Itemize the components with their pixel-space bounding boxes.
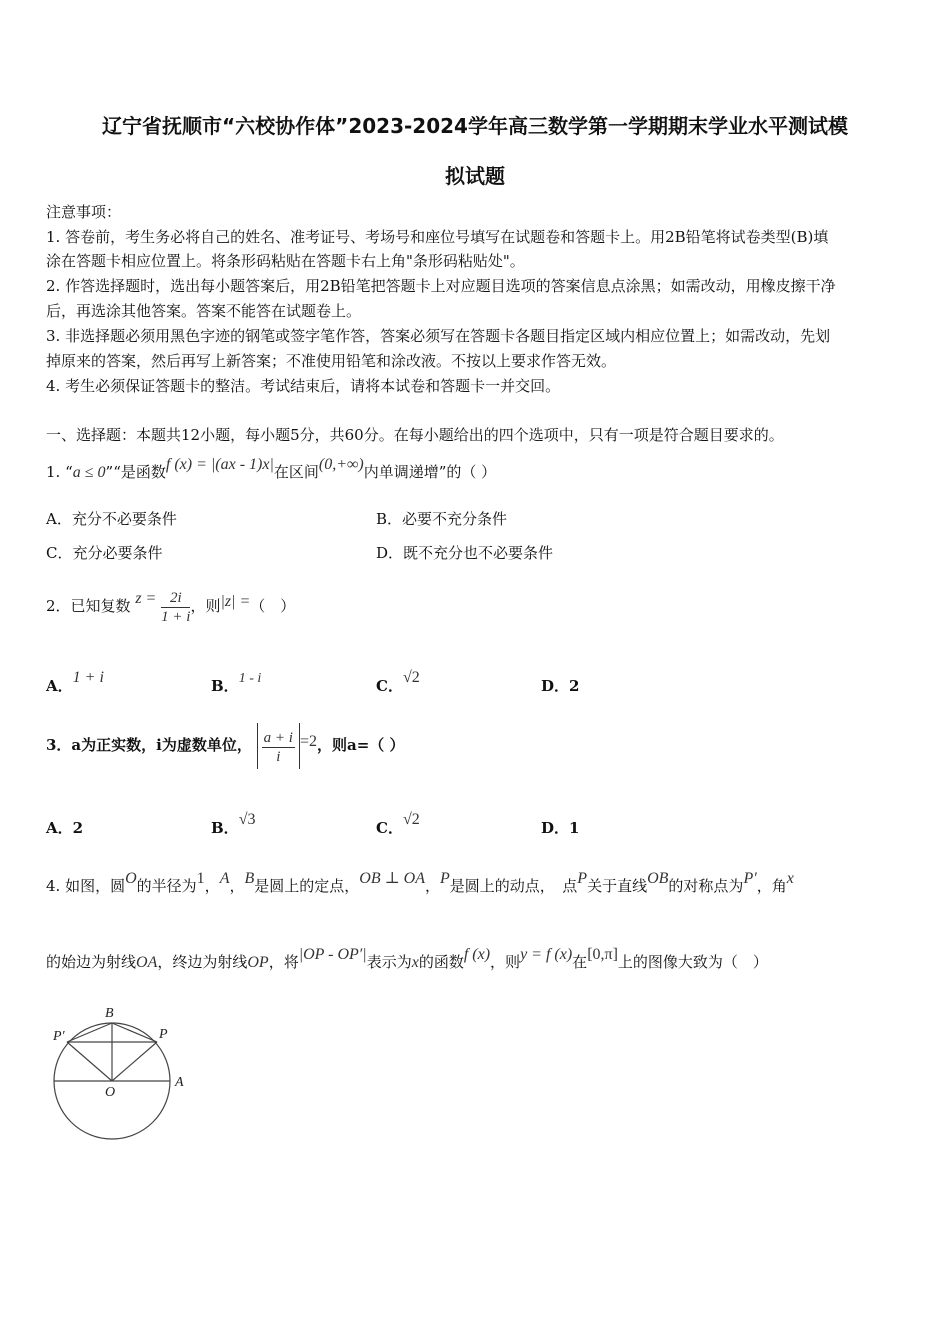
label-p: P — [159, 1027, 168, 1042]
q3-fraction — [262, 729, 295, 766]
q4-math: P — [440, 870, 450, 887]
q2-option-c — [376, 669, 420, 699]
label-b: B — [105, 1006, 114, 1021]
q4-text: 是圆上的定点， — [254, 877, 360, 895]
q4-text: 的半径为 — [136, 877, 197, 895]
notice-line: 涂在答题卡相应位置上。将条形码粘贴在答题卡右上角"条形码粘贴处"。 — [46, 252, 525, 270]
q2-numerator: 2i — [161, 589, 190, 608]
q2-option-a — [46, 669, 104, 699]
q3-option-value: √2 — [402, 811, 420, 828]
notice-line: 掉原来的答案，然后再写上新答案；不准使用铅笔和涂改液。不按以上要求作答无效。 — [46, 352, 617, 370]
q2-option-label: A． — [46, 677, 73, 695]
notice-line: 1. 答卷前，考生务必将自己的姓名、准考证号、考场号和座位号填写在试题卷和答题卡上。用2B铅笔将试卷类型(B)填 — [46, 228, 829, 246]
q4-math: P′ — [743, 870, 757, 887]
q2-text: ，则 — [190, 597, 221, 615]
q4-math: x — [786, 870, 794, 887]
notice-line: 2. 作答选择题时，选出每小题答案后，用2B铅笔把答题卡上对应题目选项的答案信息点涂黑；如需改动，用橡皮擦干净 — [46, 277, 836, 295]
q1-option-d: D．既不充分也不必要条件 — [376, 544, 554, 562]
q2-fraction — [161, 589, 190, 626]
q1-option-a: A．充分不必要条件 — [46, 510, 177, 528]
q2-text: 2．已知复数 — [46, 597, 131, 615]
q4-math: y = f (x) — [520, 946, 573, 963]
q4-text: 4. 如图，圆 — [46, 877, 126, 895]
label-o: O — [105, 1085, 116, 1100]
q4-text: ，则 — [490, 953, 521, 971]
q1-option-b: B．必要不充分条件 — [376, 510, 508, 528]
circle-figure — [42, 1000, 192, 1150]
question-2 — [46, 586, 295, 627]
title-line-2: 拟试题 — [445, 164, 505, 188]
q4-text: 的对称点为 — [668, 877, 744, 895]
title-line-1: 辽宁省抚顺市“六校协作体”2023-2024学年高三数学第一学期期末学业水平测试模 — [102, 114, 848, 138]
q4-text: 的始边为射线 — [46, 953, 137, 971]
q4-math: OA — [136, 954, 158, 971]
q1-text: 1. “ — [46, 463, 73, 481]
notice-line: 4. 考生必须保证答题卡的整洁。考试结束后，请将本试卷和答题卡一并交回。 — [46, 377, 561, 395]
q4-math: A — [219, 870, 230, 887]
q2-option-label: B． — [211, 677, 239, 695]
q3-option-value: √3 — [238, 811, 256, 828]
q3-option-c — [376, 811, 420, 841]
q4-text: 关于直线 — [587, 877, 648, 895]
q4-math: O — [125, 870, 137, 887]
q3-numerator: a + i — [263, 729, 293, 746]
question-4-line-1 — [46, 870, 794, 899]
q2-math: z = — [135, 590, 157, 607]
q4-math: OP — [247, 954, 269, 971]
q1-text: ”“是函数 — [105, 463, 166, 481]
q4-math: [0,π] — [587, 946, 618, 963]
q3-denominator: i — [276, 748, 281, 765]
q4-text: ， — [204, 877, 220, 895]
q4-text: 上的图像大致为（ ） — [617, 953, 768, 971]
q2-denominator: 1 + i — [161, 608, 191, 625]
q3-text: 3．a为正实数，i为虚数单位， — [46, 736, 252, 754]
q4-text: ，将 — [268, 953, 299, 971]
q1-text: 在区间 — [273, 463, 319, 481]
q3-abs — [257, 723, 300, 769]
question-1 — [46, 456, 497, 485]
q4-math: 1 — [196, 870, 205, 887]
section-heading: 一、选择题：本题共12小题，每小题5分，共60分。在每小题给出的四个选项中，只有一项是符合题目要求的。 — [46, 426, 784, 444]
q4-text: ， — [229, 877, 245, 895]
q1-math: a ≤ 0 — [72, 464, 106, 481]
q4-math: |OP - OP′| — [298, 946, 367, 963]
segment-b-p — [112, 1023, 157, 1042]
q3-option-d: D．1 — [541, 819, 580, 837]
q2-option-b — [211, 671, 262, 700]
q4-text: 是圆上的动点， 点 — [449, 877, 578, 895]
question-4-line-2 — [46, 946, 768, 975]
q4-text: ，终边为射线 — [157, 953, 248, 971]
q4-text: 表示为 — [366, 953, 412, 971]
q4-math: x — [411, 954, 419, 971]
q4-math: B — [244, 870, 255, 887]
q4-text: 的函数 — [418, 953, 464, 971]
notice-line: 后，再选涂其他答案。答案不能答在试题卷上。 — [46, 302, 362, 320]
q2-math: |z| = — [220, 593, 251, 610]
q4-text: ， — [424, 877, 440, 895]
q3-option-a: A．2 — [46, 819, 84, 837]
label-a: A — [175, 1075, 184, 1090]
q4-text: ，角 — [756, 877, 787, 895]
q2-option-label: C． — [376, 677, 403, 695]
q3-option-label: C． — [376, 819, 403, 837]
q3-option-label: B． — [211, 819, 239, 837]
notice-line: 3. 非选择题必须用黑色字迹的钢笔或签字笔作答，答案必须写在答题卡各题目指定区域内相应位置上；如需改动，先划 — [46, 327, 831, 345]
q1-option-c: C．充分必要条件 — [46, 544, 163, 562]
q2-option-value: √2 — [402, 669, 420, 686]
q3-text: ，则a=（ ） — [316, 736, 405, 754]
q2-option-value: 1 + i — [72, 669, 104, 686]
label-p-prime: P′ — [53, 1029, 65, 1044]
q2-option-d: D．2 — [541, 677, 580, 695]
q4-math: OB ⊥ OA — [359, 870, 425, 887]
q1-math: f (x) = |(ax - 1)x| — [165, 456, 274, 473]
q1-math: (0,+∞) — [318, 456, 364, 473]
q4-math: OB — [647, 870, 669, 887]
q2-option-value: 1 - i — [238, 671, 262, 686]
q4-text: 在 — [572, 953, 588, 971]
q2-text: （ ） — [250, 597, 296, 615]
radius-op1 — [67, 1042, 112, 1081]
q1-text: 内单调递增”的（ ） — [363, 463, 497, 481]
q3-math: =2 — [299, 733, 317, 750]
q4-math: f (x) — [463, 946, 491, 963]
segment-b-p1 — [67, 1023, 112, 1042]
question-3 — [46, 722, 404, 769]
notice-heading: 注意事项： — [46, 203, 122, 221]
radius-op — [112, 1042, 157, 1081]
q3-option-b — [211, 811, 256, 841]
q4-math: P — [577, 870, 588, 887]
